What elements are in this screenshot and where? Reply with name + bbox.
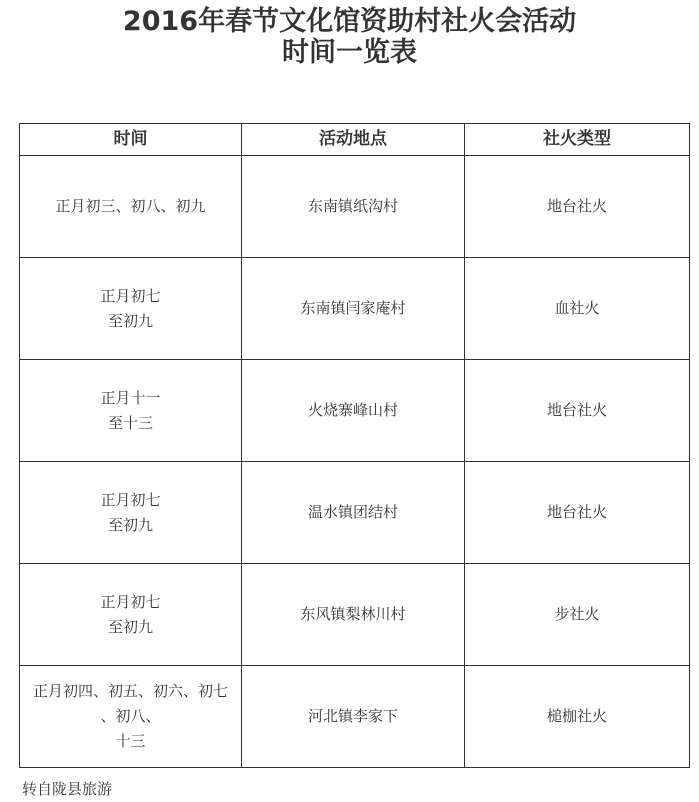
type-cell: 地台社火 — [465, 462, 690, 564]
time-line: 十三 — [115, 732, 146, 750]
table-row — [20, 360, 690, 462]
type-cell: 步社火 — [465, 564, 690, 666]
location-cell: 火烧寨峰山村 — [242, 360, 465, 462]
time-line: 正月初四、初五、初六、初七 — [32, 682, 228, 700]
type-cell: 血社火 — [465, 258, 690, 360]
time-line: 至十三 — [107, 413, 153, 432]
activity-schedule-table — [19, 123, 690, 768]
time-line: 至初九 — [107, 311, 153, 330]
table-row — [20, 666, 690, 768]
source-credit: 转自陇县旅游 — [22, 780, 113, 798]
time-line: 至初九 — [107, 515, 153, 534]
time-line: 正月初七 — [100, 286, 161, 305]
time-cell — [20, 156, 242, 258]
location-cell: 河北镇李家下 — [242, 666, 465, 768]
time-cell — [20, 360, 242, 462]
location-cell: 东南镇闫家庵村 — [242, 258, 465, 360]
table-row — [20, 156, 690, 258]
page-title — [0, 6, 699, 68]
header-type: 社火类型 — [465, 124, 690, 156]
time-line: 正月初三、初八、初九 — [55, 197, 206, 215]
time-line: 、初八、 — [100, 707, 161, 725]
location-cell: 温水镇团结村 — [242, 462, 465, 564]
time-cell — [20, 258, 242, 360]
header-location: 活动地点 — [242, 124, 465, 156]
type-cell: 地台社火 — [465, 156, 690, 258]
time-line: 正月十一 — [100, 388, 161, 407]
table-row — [20, 564, 690, 666]
page-title-line-1: 2016年春节文化馆资助村社火会活动 — [122, 6, 577, 37]
type-cell: 槌枷社火 — [465, 666, 690, 768]
page-title-line-2: 时间一览表 — [282, 37, 417, 68]
location-cell: 东风镇梨林川村 — [242, 564, 465, 666]
table-row — [20, 258, 690, 360]
time-line: 正月初七 — [100, 592, 161, 611]
table-header-row — [20, 124, 690, 156]
time-cell — [20, 462, 242, 564]
time-cell — [20, 666, 242, 768]
time-line: 正月初七 — [100, 490, 161, 509]
time-line: 至初九 — [107, 617, 153, 636]
time-cell — [20, 564, 242, 666]
type-cell: 地台社火 — [465, 360, 690, 462]
table-row — [20, 462, 690, 564]
location-cell: 东南镇纸沟村 — [242, 156, 465, 258]
header-time: 时间 — [20, 124, 242, 156]
